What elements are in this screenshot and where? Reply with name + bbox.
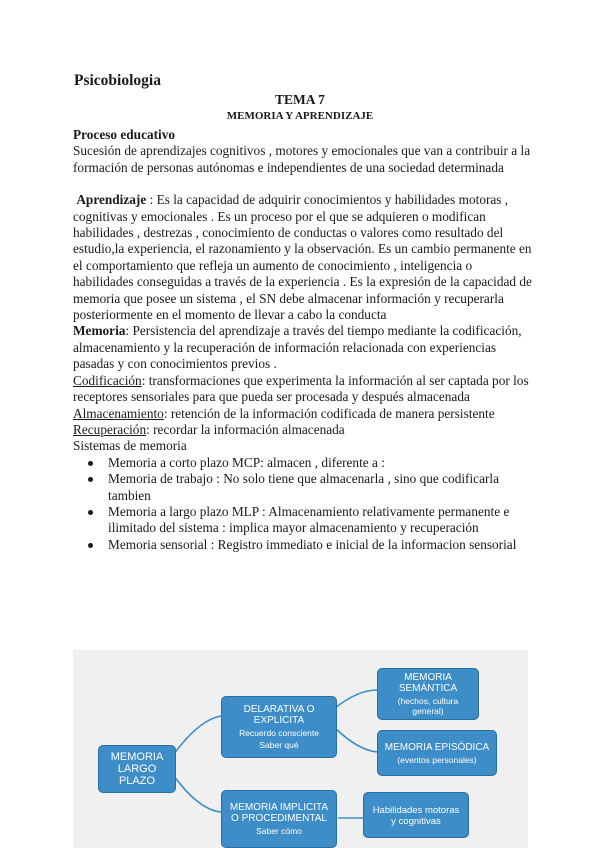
recuperacion-text: : recordar la información almacenada: [146, 421, 345, 437]
memoria-text: : Persistencia del aprendizaje a través del tiempo mediante la codificación, almacenamiento y la recuperación de información relacionada con experiencias pasadas y con conocimientos previos .: [73, 323, 522, 372]
list-item: Memoria a corto plazo MCP: almacen , diferente a :: [108, 455, 533, 471]
codificacion-paragraph: [73, 373, 533, 406]
memoria-paragraph: [73, 323, 533, 372]
proceso-heading: Proceso educativo: [73, 127, 176, 142]
node-habilidades: Habilidades motoras y cognitivas: [363, 792, 469, 838]
node-semantica: MEMORIA SEMÁNTICA (hechos, cultura general): [377, 668, 479, 720]
almacenamiento-text: : retención de la información codificada de manera persistente: [163, 405, 495, 421]
sistemas-heading: Sistemas de memoria: [73, 438, 187, 454]
aprendizaje-term: Aprendizaje: [76, 192, 147, 208]
aprendizaje-text: : Es la capacidad de adquirir conocimientos y habilidades motoras , cognitivas y emocionales . Es un proceso por el que se adquieren o modifican habilidades , destrezas , conocimiento de conductas o valores como resultado del estudio,la experiencia, el razonamiento y la observación. Es un cambio permanente en el comportamiento que refleja un aumento de conocimiento , inteligencia o habilidades conseguidas a través de la experiencia . Es la expresión de la capacidad de memoria que posee un sistema , el SN debe almacenar información y recuperarla posteriormente en el momento de llevar a cabo la conducta: [73, 192, 532, 323]
node-memoria-largo-plazo: MEMORIA LARGO PLAZO: [98, 745, 176, 793]
connector-declarativa-episodica: [335, 728, 377, 752]
list-item: Memoria a largo plazo MLP : Almacenamiento relativamente permanente e ilimitado del sistema : implica mayor almacenamiento y recuperación: [108, 504, 533, 537]
memoria-term: Memoria: [73, 323, 126, 339]
connector-root-declarativa: [171, 716, 221, 758]
node-implicita: MEMORIA IMPLICITA O PROCEDIMENTAL Saber cómo: [221, 790, 337, 848]
page-title: MEMORIA Y APRENDIZAJE: [226, 110, 374, 122]
aprendizaje-paragraph: [73, 192, 533, 323]
sistemas-list: [73, 455, 533, 553]
bullet-icon: [88, 543, 93, 548]
codificacion-term: Codificación: [73, 372, 142, 388]
connector-root-implicita: [171, 772, 221, 812]
bullet-icon: [88, 461, 93, 466]
recuperacion-term: Recuperación: [73, 421, 147, 437]
list-item: Memoria de trabajo : No solo tiene que almacenarla , sino que codificarla tambien: [108, 471, 533, 504]
bullet-icon: [88, 477, 93, 482]
memory-diagram: [73, 650, 528, 848]
node-declarativa: DELARATIVA O EXPLICITA Recuerdo consciente Saber qué: [221, 696, 337, 758]
bullet-icon: [88, 510, 93, 515]
subject-title: Psicobiologia: [74, 72, 161, 89]
proceso-text: Sucesión de aprendizajes cognitivos , motores y emocionales que van a contribuir a la formación de personas autónomas e independientes de una sociedad determinada: [73, 143, 531, 175]
document-body: [73, 127, 533, 553]
connector-declarativa-semantica: [335, 690, 377, 708]
tema-number: TEMA 7: [275, 92, 325, 107]
almacenamiento-paragraph: [73, 406, 533, 422]
node-episodica: MEMORIA EPISÓDICA (eventos personales): [377, 730, 497, 776]
codificacion-text: : transformaciones que experimenta la información al ser captada por los receptores sensoriales para que pueda ser procesada y después almacenada: [73, 372, 529, 405]
recuperacion-paragraph: [73, 422, 533, 438]
list-item: Memoria sensorial : Registro immediato e inicial de la informacion sensorial: [108, 537, 533, 553]
almacenamiento-term: Almacenamiento: [73, 405, 164, 421]
